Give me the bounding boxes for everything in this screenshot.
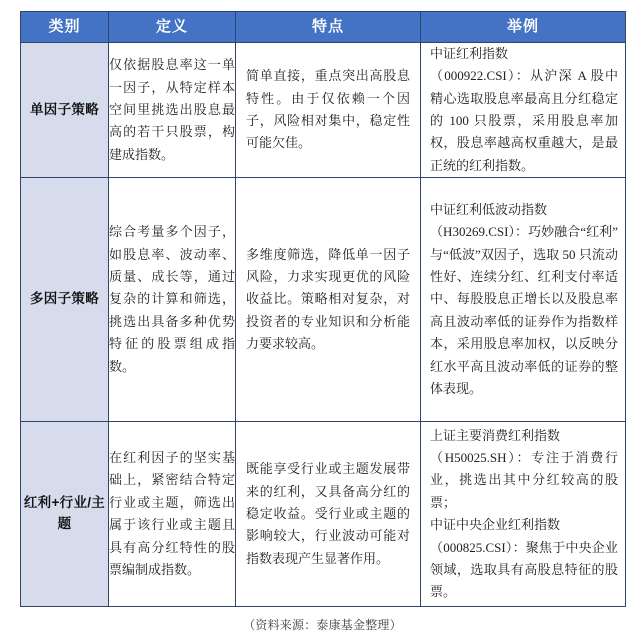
column-header-definition: 定义 — [109, 12, 236, 43]
example-index-detail-soe: （000825.CSI）：聚焦于中央企业领域，选取具有高股息特征的股票。 — [430, 539, 618, 600]
example-index-name: 中证红利指数 — [430, 46, 509, 61]
example-index-detail: （H30269.CSI）：巧妙融合“红利”与“低波”双因子，选取 50 只流动性好、连续分红、红利支付率适中、每股股息正增长以及股息率高且波动率低的证券作为指数样本，采用股息率加权，以反映分红水平高且波动率低的证券的整体表现。 — [430, 224, 618, 396]
cell-examples-sector-theme — [421, 422, 626, 607]
table-row — [21, 422, 626, 607]
column-header-category: 类别 — [21, 12, 109, 43]
source-note: （资料来源：泰康基金整理） — [243, 618, 402, 633]
example-index-detail: （000922.CSI）：从沪深 A 股中精心选取股息率最高且分红稳定的 100 只股票，采用股息率加权，股息率越高权重越大，是最正统的红利指数。 — [430, 68, 618, 173]
cell-definition-single-factor: 仅依据股息率这一单一因子，从特定样本空间里挑选出股息最高的若干只股票，构建成指数。 — [109, 43, 236, 178]
table-header — [21, 12, 626, 43]
cell-category-single-factor: 单因子策略 — [21, 43, 109, 178]
example-index-detail-consumer: （H50025.SH）：专注于消费行业，挑选出其中分红较高的股票； — [430, 450, 618, 510]
table-row — [21, 43, 626, 178]
column-header-traits: 特点 — [236, 12, 421, 43]
cell-traits-single-factor: 简单直接，重点突出高股息特性。由于仅依赖一个因子，风险相对集中，稳定性可能欠佳。 — [236, 43, 421, 178]
header-row — [21, 12, 626, 43]
cell-examples-multi-factor — [421, 178, 626, 422]
table-row — [21, 178, 626, 422]
example-index-name: 中证红利低波动指数 — [430, 202, 548, 218]
column-header-examples: 举例 — [421, 12, 626, 43]
cell-traits-sector-theme: 既能享受行业或主题发展带来的红利，又具备高分红的稳定收益。受行业或主题的影响较大，行业波动可能对指数表现产生显著作用。 — [236, 422, 421, 607]
cell-examples-single-factor — [421, 43, 626, 178]
cell-traits-multi-factor: 多维度筛选，降低单一因子风险，力求实现更优的风险收益比。策略相对复杂，对投资者的专业知识和分析能力要求较高。 — [236, 178, 421, 422]
table-body — [21, 43, 626, 607]
example-index-name-consumer: 上证主要消费红利指数 — [430, 427, 561, 443]
cell-definition-multi-factor: 综合考量多个因子，如股息率、波动率、质量、成长等，通过复杂的计算和筛选，挑选出具备多种优势特征的股票组成指数。 — [109, 178, 236, 422]
cell-category-multi-factor: 多因子策略 — [21, 178, 109, 422]
cell-definition-sector-theme: 在红利因子的坚实基础上，紧密结合特定行业或主题，筛选出属于该行业或主题且具有高分红特性的股票编制成指数。 — [109, 422, 236, 607]
cell-category-sector-theme: 红利+行业/主题 — [21, 422, 109, 607]
dividend-strategy-table — [20, 11, 626, 607]
example-index-name-soe: 中证中央企业红利指数 — [430, 517, 561, 533]
